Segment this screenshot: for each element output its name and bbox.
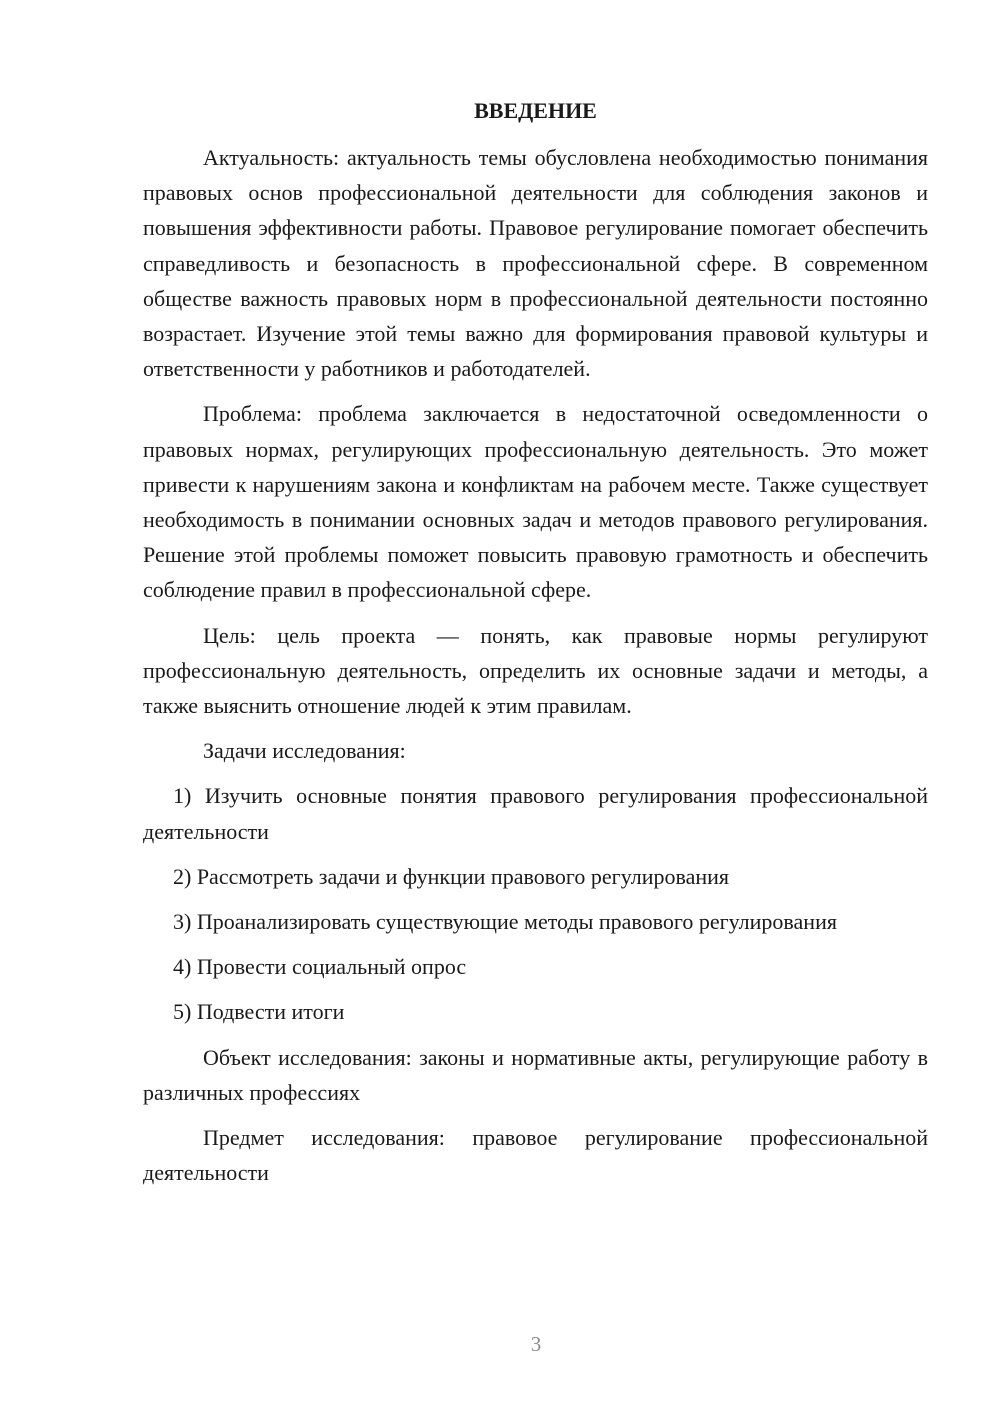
page-body xyxy=(143,98,928,1200)
task-item-3: 3) Проанализировать существующие методы правового регулирования xyxy=(173,909,837,935)
tasks-title: Задачи исследования: xyxy=(203,738,406,764)
paragraph-relevance: Актуальность: актуальность темы обусловлена необходимостью понимания правовых основ профессиональной деятельности для соблюдения законов и повышения эффективности работы. Правовое регулирование помогает обеспечить справедливость и безопасность в профессиональной сфере. В современном обществе важность правовых норм в профессиональной деятельности постоянно возрастает. Изучение этой темы важно для формирования правовой культуры и ответственности у работников и работодателей. xyxy=(143,145,928,382)
page-title: ВВЕДЕНИЕ xyxy=(474,98,597,123)
task-item-4: 4) Провести социальный опрос xyxy=(173,954,467,980)
task-item-1: 1) Изучить основные понятия правового регулирования профессиональной деятельности xyxy=(143,783,928,844)
page-number: 3 xyxy=(530,1332,542,1356)
task-item-5: 5) Подвести итоги xyxy=(173,999,345,1025)
paragraph-subject: Предмет исследования: правовое регулирование профессиональной деятельности xyxy=(143,1125,928,1186)
paragraph-goal: Цель: цель проекта — понять, как правовые нормы регулируют профессиональную деятельность, определить их основные задачи и методы, а также выяснить отношение людей к этим правилам. xyxy=(143,622,928,719)
task-item-2: 2) Рассмотреть задачи и функции правового регулирования xyxy=(173,863,730,889)
paragraph-problem: Проблема: проблема заключается в недостаточной осведомленности о правовых нормах, регулирующих профессиональную деятельность. Это может привести к нарушениям закона и конфликтам на рабочем месте. Также существует необходимость в понимании основных задач и методов правового регулирования. Решение этой проблемы поможет повысить правовую грамотность и обеспечить соблюдение правил в профессиональной сфере. xyxy=(143,401,928,603)
paragraph-object: Объект исследования: законы и нормативные акты, регулирующие работу в различных профессиях xyxy=(143,1044,928,1105)
